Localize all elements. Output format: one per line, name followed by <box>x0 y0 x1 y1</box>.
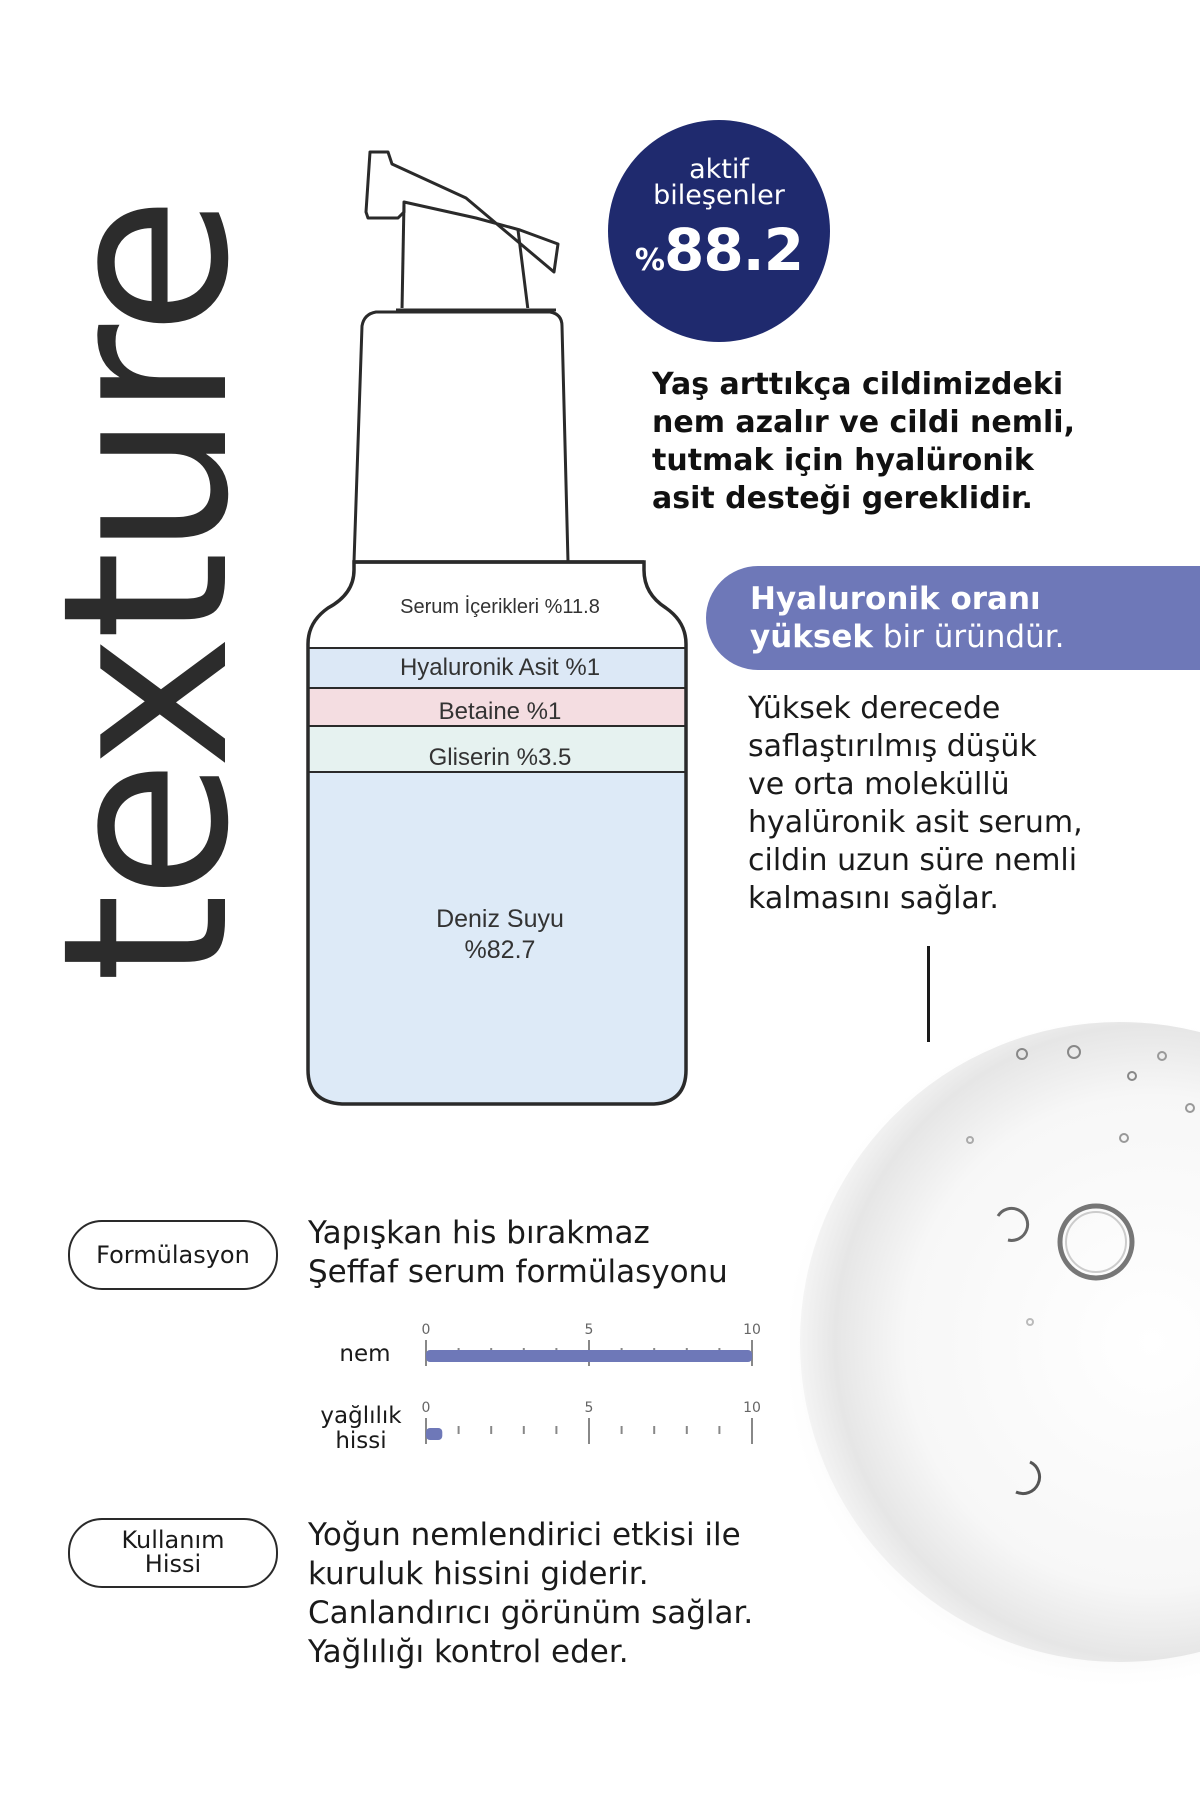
scale-tick-label: 5 <box>584 1322 594 1338</box>
scale-value-bar <box>426 1350 752 1362</box>
sea-water-percent: %82.7 <box>464 936 536 964</box>
badge-line1: aktif <box>689 154 749 185</box>
scale-tick-label: 10 <box>743 1322 761 1338</box>
oiliness-scale <box>410 1396 770 1452</box>
scale-value-bar <box>426 1428 442 1440</box>
sea-water-label: Deniz Suyu <box>436 905 564 933</box>
texture-heading: texture <box>13 201 279 983</box>
badge-line2: bileşenler <box>653 180 785 211</box>
formulation-text: Yapışkan his bırakmaz Şeffaf serum formülasyonu <box>308 1215 728 1290</box>
formulation-tag: Formülasyon <box>68 1220 278 1290</box>
moisture-scale-label: nem <box>339 1341 391 1367</box>
scale-tick-label: 0 <box>421 1400 431 1416</box>
scale-tick-label: 10 <box>743 1400 761 1416</box>
scale-tick-label: 5 <box>584 1400 594 1416</box>
layer-label-betaine: Betaine %1 <box>438 698 562 725</box>
intro-text: Yaş arttıkça cildimizdeki nem azalır ve cildi nemli, tutmak için hyalüronik asit desteği gereklidir. <box>652 367 1075 516</box>
product-description: Yüksek derecede saflaştırılmış düşük ve orta moleküllü hyalüronik asit serum, cildin uzun süre nemli kalmasını sağlar. <box>748 691 1083 916</box>
hyaluronic-highlight-banner: Hyaluronik oranı yüksek bir üründür. <box>706 566 1200 670</box>
layer-label-glycerin: Gliserin %3.5 <box>428 744 572 771</box>
scale-tick-label: 0 <box>421 1322 431 1338</box>
active-ingredients-badge <box>608 120 830 342</box>
layer-label-hyaluronic: Hyaluronik Asit %1 <box>399 654 601 681</box>
usage-feel-tag: Kullanım Hissi <box>68 1518 278 1588</box>
oiliness-scale-label: yağlılık hissi <box>320 1403 402 1454</box>
serum-contents-label: Serum İçerikleri %11.8 <box>400 596 600 618</box>
usage-feel-text: Yoğun nemlendirici etkisi ile kuruluk hissini giderir. Canlandırıcı görünüm sağlar. Yağlılığı kontrol eder. <box>308 1517 754 1670</box>
badge-percent: %88.2 <box>634 216 804 284</box>
moisture-scale <box>410 1318 770 1374</box>
